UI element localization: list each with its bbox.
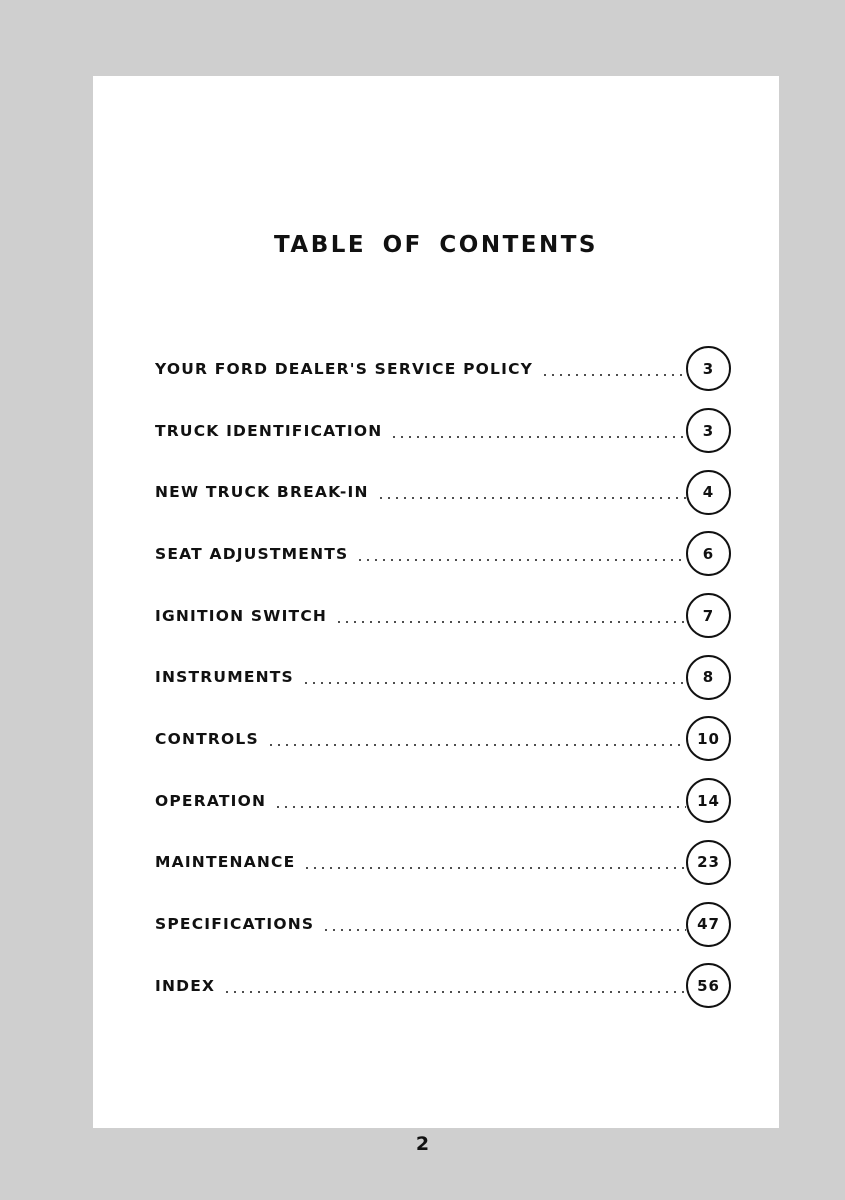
toc-entry: [155, 461, 731, 523]
page-title: TABLE OF CONTENTS: [274, 232, 598, 258]
toc-entry-label: INDEX: [155, 976, 216, 995]
toc-page-badge: 23: [686, 840, 731, 885]
toc-page-badge: 7: [686, 593, 731, 638]
toc-entry: [155, 523, 731, 585]
toc-page-badge: 4: [686, 470, 731, 515]
toc-page-badge: 3: [686, 346, 731, 391]
toc-entry: [155, 955, 731, 1017]
toc-entry: [155, 646, 731, 708]
toc-page-badge: 56: [686, 963, 731, 1008]
toc-page-badge: 6: [686, 531, 731, 576]
toc-entry: [155, 832, 731, 894]
toc-page-badge: 8: [686, 655, 731, 700]
toc-entry-label: NEW TRUCK BREAK-IN: [155, 483, 369, 502]
table-of-contents: [155, 338, 731, 1017]
toc-entry: [155, 708, 731, 770]
dot-leader: [303, 867, 686, 869]
toc-entry-label: INSTRUMENTS: [155, 668, 294, 687]
dot-leader: [274, 806, 686, 808]
toc-page-badge: 3: [686, 408, 731, 453]
toc-entry-label: TRUCK IDENTIFICATION: [155, 421, 383, 440]
page-number: 2: [415, 1133, 430, 1155]
toc-page-badge: 14: [686, 778, 731, 823]
toc-entry-label: CONTROLS: [155, 729, 259, 748]
toc-entry-label: OPERATION: [155, 791, 267, 810]
toc-page-badge: 47: [686, 902, 731, 947]
dot-leader: [267, 744, 686, 746]
toc-entry: [155, 585, 731, 647]
toc-entry: [155, 400, 731, 462]
dot-leader: [377, 497, 686, 499]
dot-leader: [223, 991, 686, 993]
toc-entry-label: YOUR FORD DEALER'S SERVICE POLICY: [155, 359, 534, 378]
dot-leader: [302, 682, 686, 684]
toc-entry-label: SEAT ADJUSTMENTS: [155, 544, 349, 563]
toc-entry: [155, 770, 731, 832]
toc-entry-label: SPECIFICATIONS: [155, 915, 315, 934]
toc-entry-label: MAINTENANCE: [155, 853, 296, 872]
document-page: [93, 76, 779, 1128]
toc-entry: [155, 338, 731, 400]
toc-entry: [155, 893, 731, 955]
dot-leader: [335, 621, 686, 623]
dot-leader: [356, 559, 686, 561]
dot-leader: [390, 436, 686, 438]
toc-page-badge: 10: [686, 716, 731, 761]
dot-leader: [541, 374, 686, 376]
toc-entry-label: IGNITION SWITCH: [155, 606, 328, 625]
dot-leader: [322, 929, 686, 931]
